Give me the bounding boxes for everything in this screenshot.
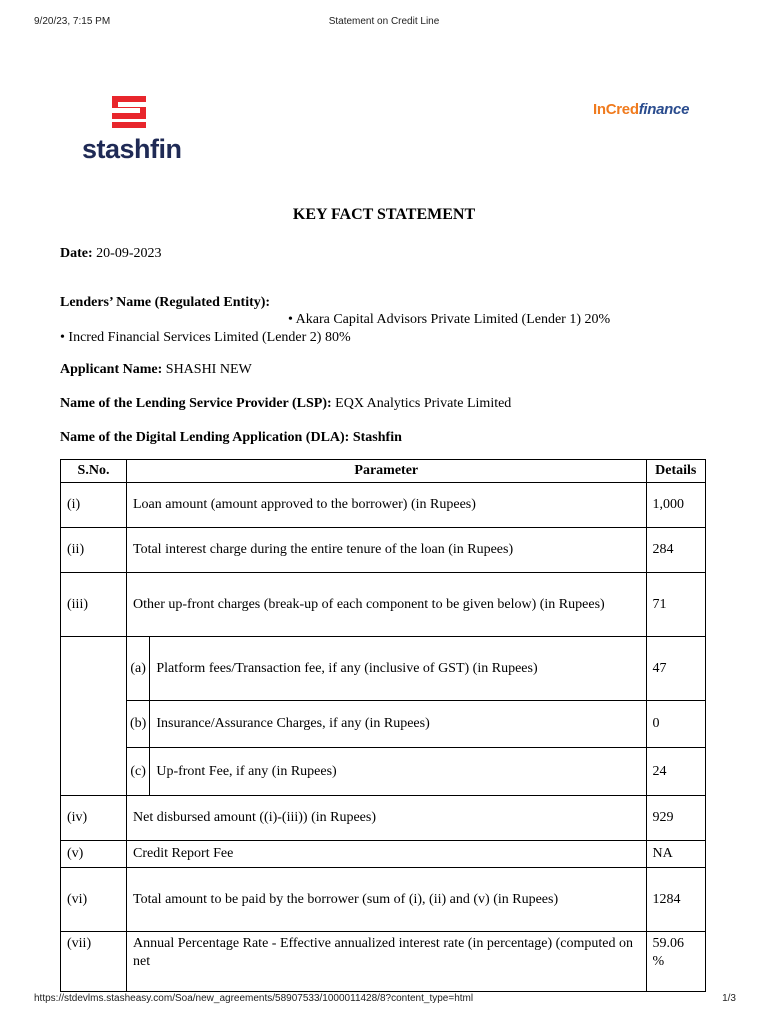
- cell-sno: (i): [61, 483, 127, 528]
- cell-details: NA: [646, 841, 705, 868]
- cell-parameter: Total interest charge during the entire tenure of the loan (in Rupees): [127, 528, 647, 573]
- cell-details: 1,000: [646, 483, 705, 528]
- lender-2: • Incred Financial Services Limited (Lender 2) 80%: [60, 330, 351, 345]
- cell-parameter: Credit Report Fee: [127, 841, 647, 868]
- print-page-number: 1/3: [722, 993, 736, 1004]
- date-label: Date:: [60, 246, 93, 261]
- header-sno: S.No.: [61, 460, 127, 483]
- table-row: [61, 701, 706, 748]
- cell-details: 71: [646, 573, 705, 637]
- cell-details: 0: [646, 701, 705, 748]
- cell-sno: (iii): [61, 573, 127, 637]
- header-parameter: Parameter: [127, 460, 647, 483]
- cell-details: 929: [646, 796, 705, 841]
- cell-parameter: Annual Percentage Rate - Effective annualized interest rate (in percentage) (computed on net: [127, 932, 647, 992]
- lenders-label: Lenders’ Name (Regulated Entity):: [60, 295, 271, 310]
- table-row: [61, 932, 706, 992]
- table-header-row: [61, 460, 706, 483]
- key-fact-table: [60, 459, 706, 992]
- incred-logo: [593, 101, 689, 118]
- applicant-value: SHASHI NEW: [165, 362, 252, 377]
- cell-sno: (vii): [61, 932, 127, 992]
- stashfin-mark-icon: [108, 94, 150, 132]
- cell-details: 1284: [646, 868, 705, 932]
- lsp-value: EQX Analytics Private Limited: [335, 396, 512, 411]
- cell-parameter: Total amount to be paid by the borrower (sum of (i), (ii) and (v) (in Rupees): [127, 868, 647, 932]
- print-datetime: 9/20/23, 7:15 PM: [34, 16, 111, 27]
- cell-sno-empty: [61, 637, 127, 796]
- cell-parameter: Loan amount (amount approved to the borrower) (in Rupees): [127, 483, 647, 528]
- table-row: [61, 573, 706, 637]
- print-header: [0, 16, 768, 30]
- incred-finance-wordmark: finance: [638, 101, 690, 118]
- lender-1: • Akara Capital Advisors Private Limited (Lender 1) 20%: [288, 312, 611, 327]
- table-row: [61, 796, 706, 841]
- cell-sno: (ii): [61, 528, 127, 573]
- incred-wordmark: InCred: [593, 101, 639, 118]
- cell-sub-letter: (c): [127, 748, 150, 796]
- print-url: https://stdevlms.stasheasy.com/Soa/new_agreements/58907533/1000011428/8?content_type=html: [34, 993, 474, 1004]
- table-row: [61, 637, 706, 701]
- cell-parameter: Net disbursed amount ((i)-(iii)) (in Rupees): [127, 796, 647, 841]
- cell-parameter: Insurance/Assurance Charges, if any (in Rupees): [150, 701, 646, 748]
- dla-value: Stashfin: [352, 430, 402, 445]
- table-row: [61, 528, 706, 573]
- print-footer: [0, 993, 768, 1007]
- date-line: [60, 246, 161, 262]
- cell-parameter: Platform fees/Transaction fee, if any (inclusive of GST) (in Rupees): [150, 637, 646, 701]
- lsp-line: [60, 396, 511, 412]
- table-row: [61, 748, 706, 796]
- dla-label: Name of the Digital Lending Application (DLA):: [60, 430, 350, 445]
- lsp-label: Name of the Lending Service Provider (LSP):: [60, 396, 332, 411]
- header-details: Details: [646, 460, 705, 483]
- date-value: 20-09-2023: [96, 246, 162, 261]
- table-row: [61, 841, 706, 868]
- stashfin-logo: [60, 60, 200, 170]
- print-title: Statement on Credit Line: [328, 16, 440, 27]
- table-row: [61, 483, 706, 528]
- applicant-label: Applicant Name:: [60, 362, 163, 377]
- cell-details: 24: [646, 748, 705, 796]
- cell-sno: (iv): [61, 796, 127, 841]
- cell-sub-letter: (a): [127, 637, 150, 701]
- document-title: KEY FACT STATEMENT: [292, 206, 476, 223]
- cell-sno: (vi): [61, 868, 127, 932]
- table-row: [61, 868, 706, 932]
- cell-details: 47: [646, 637, 705, 701]
- dla-line: [60, 430, 402, 446]
- cell-parameter: Up-front Fee, if any (in Rupees): [150, 748, 646, 796]
- cell-sub-letter: (b): [127, 701, 150, 748]
- cell-sno: (v): [61, 841, 127, 868]
- stashfin-wordmark: stashfin: [82, 134, 182, 164]
- cell-parameter: Other up-front charges (break-up of each component to be given below) (in Rupees): [127, 573, 647, 637]
- cell-details: 59.06 %: [646, 932, 705, 992]
- cell-details: 284: [646, 528, 705, 573]
- applicant-line: [60, 362, 252, 378]
